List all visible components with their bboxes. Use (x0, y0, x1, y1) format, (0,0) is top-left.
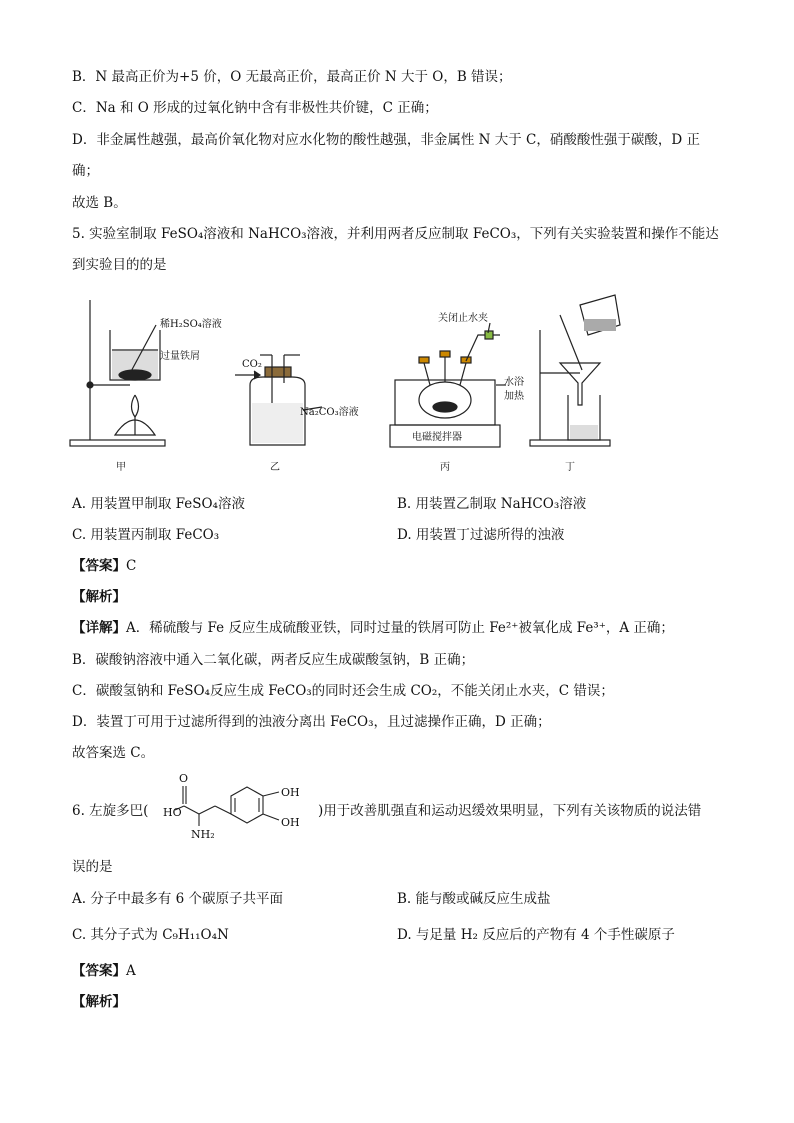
q5-option-b: B. 用装置乙制取 NaHCO₃溶液 (397, 496, 587, 512)
q5-detail-d: D．装置丁可用于过滤所得到的浊液分离出 FeCO₃，且过滤操作正确，D 正确； (72, 714, 551, 730)
question-6-stem-post: )用于改善肌强直和运动迟缓效果明显，下列有关该物质的说法错 (318, 803, 702, 819)
explanation-line-b: B．N 最高正价为+5 价，O 无最高正价，最高正价 N 大于 O，B 错误； (72, 69, 512, 85)
q6-option-b: B. 能与酸或碱反应生成盐 (397, 891, 551, 907)
label-co2: CO₂ (242, 359, 262, 370)
label-iron: 过量铁屑 (160, 351, 200, 362)
q6-option-c: C. 其分子式为 C₉H₁₁O₄N (72, 927, 229, 943)
label-ding: 丁 (565, 462, 575, 473)
q6-option-d: D. 与足量 H₂ 反应后的产物有 4 个手性碳原子 (397, 927, 675, 943)
answer-value: C (126, 558, 137, 574)
question-5-stem: 5. 实验室制取 FeSO₄溶液和 NaHCO₃溶液，并利用两者反应制取 FeCO₃，下列有关实验装置和操作不能达 (72, 226, 719, 242)
q5-answer (72, 557, 136, 575)
answer-value: A (126, 963, 136, 979)
analysis-tag: 【解析】 (72, 994, 126, 1010)
q6-answer (72, 962, 136, 980)
question-5-stem-cont: 到实验目的的是 (72, 257, 167, 273)
label-heating: 加热 (504, 391, 524, 402)
label-bing: 丙 (440, 462, 450, 473)
label-yi: 乙 (270, 462, 280, 473)
atom-ho: HO (163, 806, 182, 819)
explanation-line-d: D．非金属性越强，最高价氧化物对应水化物的酸性越强，非金属性 N 大于 C，硝酸酸性强于碳酸，D 正 (72, 132, 700, 148)
label-water-bath: 水浴 (504, 377, 524, 388)
label-na2co3: Na₂CO₃溶液 (300, 407, 359, 418)
q5-analysis-tag (72, 588, 126, 606)
analysis-tag: 【解析】 (72, 589, 126, 605)
q6-option-a: A. 分子中最多有 6 个碳原子共平面 (72, 891, 284, 907)
q5-detail-c: C．碳酸氢钠和 FeSO₄反应生成 FeCO₃的同时还会生成 CO₂，不能关闭止水夹，C 错误； (72, 683, 614, 699)
q5-option-d: D. 用装置丁过滤所得的浊液 (397, 527, 565, 543)
conclusion-line: 故选 B。 (72, 195, 127, 211)
label-stirrer: 电磁搅拌器 (412, 432, 462, 443)
q6-analysis-tag (72, 993, 126, 1011)
atom-nh2: NH₂ (191, 828, 215, 841)
detail-tag: 【详解】 (72, 620, 126, 636)
q5-option-a: A. 用装置甲制取 FeSO₄溶液 (72, 496, 245, 512)
label-dilute-acid: 稀H₂SO₄溶液 (160, 319, 222, 330)
atom-oh-2: OH (281, 816, 300, 829)
q5-detail-b: B．碳酸钠溶液中通入二氧化碳，两者反应生成碳酸氢钠，B 正确； (72, 652, 475, 668)
question-6-stem-cont: 误的是 (72, 859, 113, 875)
explanation-line-c: C．Na 和 O 形成的过氧化钠中含有非极性共价键，C 正确； (72, 100, 438, 116)
q5-detail-a (72, 619, 674, 637)
atom-o: O (179, 772, 189, 785)
question-6-stem-pre: 6. 左旋多巴( (72, 803, 149, 819)
explanation-line-d-cont: 确； (72, 163, 99, 179)
atom-oh-1: OH (281, 786, 300, 799)
q5-option-c: C. 用装置丙制取 FeCO₃ (72, 527, 220, 543)
label-jia: 甲 (116, 462, 126, 473)
levodopa-structure (163, 768, 318, 848)
detail-text-a: A．稀硫酸与 Fe 反应生成硫酸亚铁，同时过量的铁屑可防止 Fe²⁺被氧化成 Fe³⁺，A 正确； (126, 620, 674, 636)
answer-tag: 【答案】 (72, 558, 126, 574)
label-clip: 关闭止水夹 (438, 313, 488, 324)
answer-tag: 【答案】 (72, 963, 126, 979)
q5-conclusion: 故答案选 C。 (72, 745, 155, 761)
apparatus-figure (60, 285, 640, 480)
